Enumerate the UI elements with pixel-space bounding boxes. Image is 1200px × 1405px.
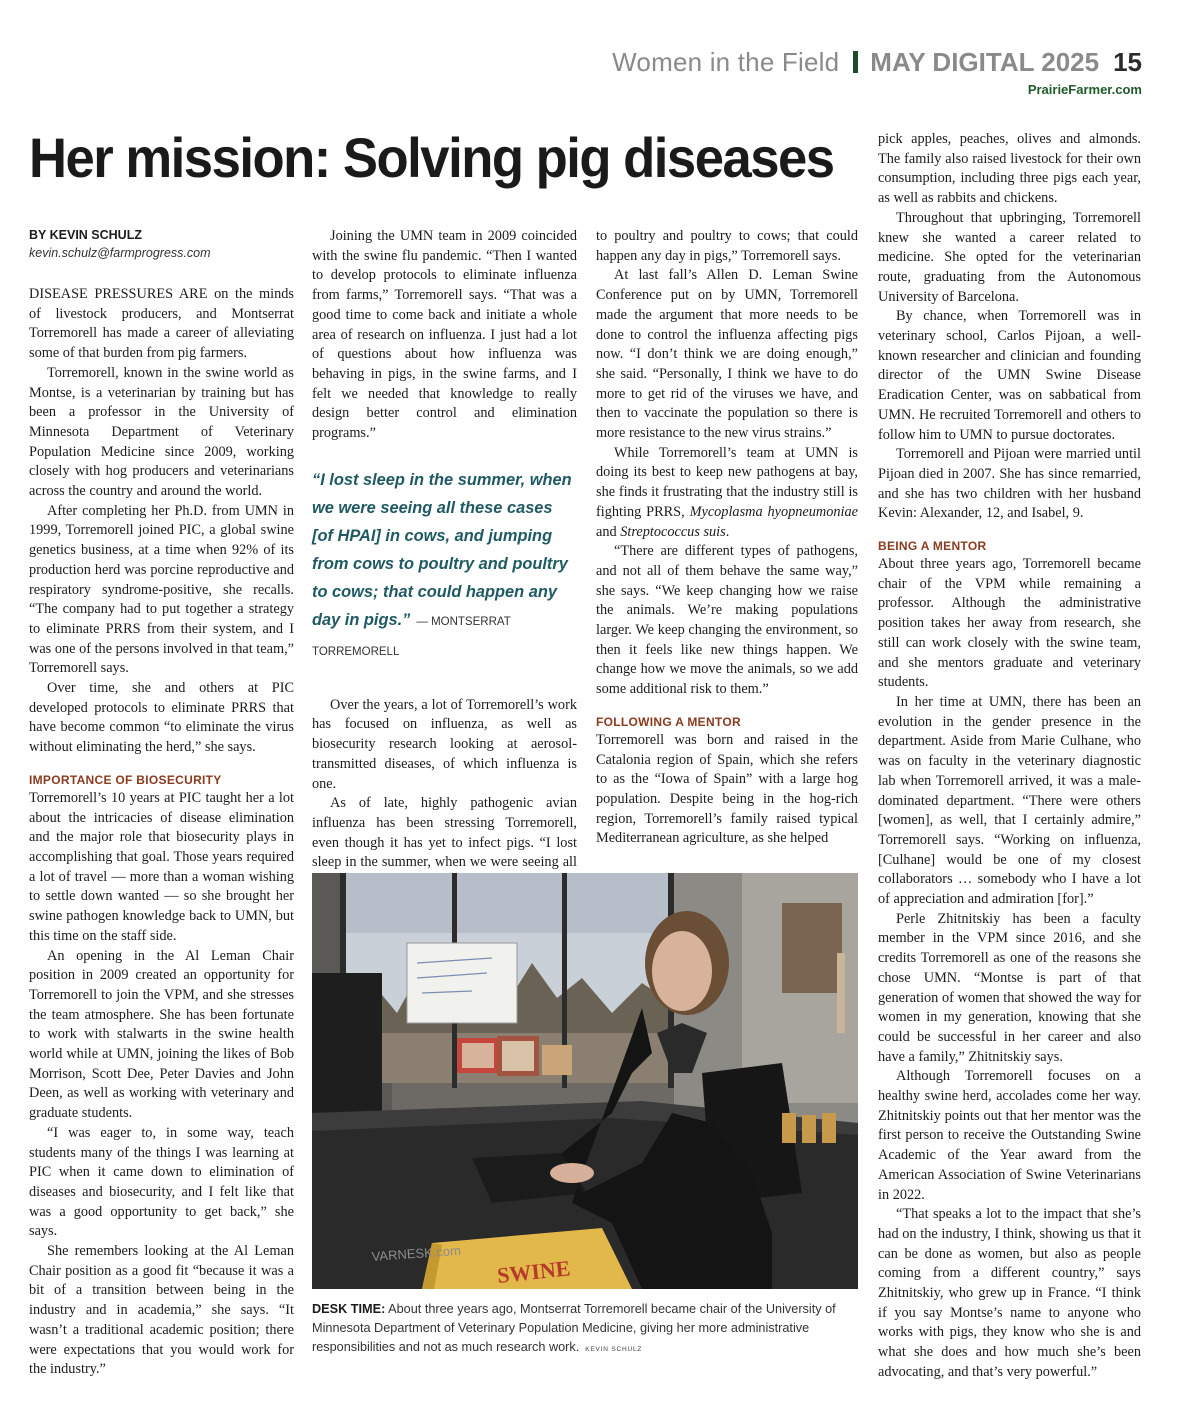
article-column-3 (596, 227, 858, 849)
paragraph: By chance, when Torremorell was in veterinary school, Carlos Pijoan, a well-known researcher and clinician and founding director of the UMN Swine Disease Eradication Center, was on sabbatical from UMN. He recruited Torremorell and others to follow him to UMN to pursue doctorates. (878, 308, 1141, 443)
paragraph: Throughout that upbringing, Torremorell knew she wanted a career related to medicine. She opted for the veterinarian route, graduating from the Autonomous University of Barcelona. (878, 209, 1141, 305)
paragraph: “There are different types of pathogens, and not all of them behave the same way,” she says. “We keep changing how we raise the animals. We’re making populations larger. We keep changing the environment, so then it feels like new things happen. We change how we move the animals, so we add some additional risk to them.” (596, 543, 858, 698)
lead-in: DISEASE PRESSURES ARE (29, 286, 208, 302)
paragraph: At last fall’s Allen D. Leman Swine Conference put on by UMN, Torremorell made the argument that more needs to be done to control the influenza affecting pigs now. “I don’t think we are doing enough,” she said. “Personally, I think we have to do more to get rid of the viruses we have, and then to vaccinate the population so there is more resistance to the new virus strains.” (596, 267, 858, 442)
paragraph: In her time at UMN, there has been an evolution in the gender presence in the department. Aside from Marie Culhane, who was on faculty in the veterinary diagnostic lab when Torremorell arrived, it was a male-dominated department. “There were others [women], as well, that I certainly admire,” Torremorell says. “Working on influenza, [Culhane] would be one of my closest collaborators … somebody who I have a lot of appreciation and admiration [for].” (878, 693, 1141, 908)
subhead-being-mentor: BEING A MENTOR (878, 539, 987, 554)
paragraph: DISEASE PRESSURES ARE on the minds of livestock producers, and Montserrat Torremorell has made a career of alleviating some of that burden from pig farmers. (29, 286, 294, 362)
paragraph: “That speaks a lot to the impact that she’s had on the industry, I think, showing us that it can be done as women, but also as people coming from a different country,” says Zhitnitskiy, who grew up in France. “I think if you say Montse’s name to anyone who works with pigs, they know who she is and what she does and how much she’s been advocating, and that’s very powerful.” (878, 1206, 1141, 1380)
header-line (612, 44, 1142, 80)
byline: BY KEVIN SCHULZ (29, 228, 142, 242)
article-photo (312, 873, 858, 1289)
article-column-2 (312, 227, 577, 893)
paragraph: Over time, she and others at PIC developed protocols to eliminate PRRS that have become common “to eliminate the virus without eliminating the herd,” she says. (29, 680, 294, 756)
paragraph: While Torremorell’s team at UMN is doing its best to keep new pathogens at bay, she finds it frustrating that the industry still is fighting PRRS, Mycoplasma hyopneumoniae and Streptococcus suis. (596, 444, 859, 540)
paragraph: About three years ago, Torremorell became chair of the VPM while remaining a professor. Although the administrative position takes her away from research, she still can work closely with the swine team, and she mentors graduate and veterinary students. (878, 556, 1141, 691)
issue-label: MAY DIGITAL 2025 (870, 47, 1100, 77)
caption-label: DESK TIME: (312, 1302, 386, 1316)
mug-text: VARNESK.com (371, 1242, 462, 1264)
pull-quote-attribution: — MONTSERRAT TORREMORELL (312, 615, 511, 658)
website-link[interactable]: PrairieFarmer.com (1027, 82, 1142, 97)
paragraph: Although Torremorell focuses on a healthy swine herd, accolades come her way. Zhitnitskiy points out that her mentor was the first person to receive the Outstanding Swine Academic of the Year award from the American Association of Swine Veterinarians in 2022. (878, 1068, 1141, 1203)
pull-quote (312, 466, 577, 666)
person-face (652, 931, 712, 1011)
article-column-1 (29, 227, 294, 1380)
page-number: 15 (1113, 47, 1142, 77)
photo-credit: KEVIN SCHULZ (585, 1346, 643, 1353)
photo-caption (312, 1300, 858, 1359)
subhead-following-mentor: FOLLOWING A MENTOR (596, 714, 741, 729)
pull-quote-text: “I lost sleep in the summer, when we were seeing all these cases [of HPAI] in cows, and jumping from cows to poultry and poultry to cows; that could happen any day in pigs.” — MONTSERRAT TORREMORELL (312, 470, 572, 658)
photo-illustration (312, 873, 858, 1289)
paragraph: to poultry and poultry to cows; that could happen any day in pigs,” Torremorell says. (596, 228, 858, 264)
book-title: SWINE (495, 1255, 572, 1288)
article-headline: Her mission: Solving pig diseases (29, 126, 834, 189)
paragraph: Over the years, a lot of Torremorell’s work has focused on influenza, as well as biosecurity research looking at aerosol-transmitted diseases, of which influenza is one. (312, 696, 577, 792)
species-name: Streptococcus suis (620, 523, 726, 540)
paragraph: Torremorell’s 10 years at PIC taught her a lot about the intricacies of disease elimination and the major role that biosecurity plays in accomplishing that goal. Those years required a lot of travel — more than a woman wishing to settle down wanted — so she brought her swine pathogen knowledge back to UMN, but this time on the staff side. (29, 789, 294, 944)
paragraph: “I was eager to, in some way, teach students many of the things I was learning at PIC when it came down to elimination of diseases and biosecurity, and I felt like that was a good opportunity to get back,” she says. (29, 1124, 294, 1240)
author-email[interactable]: kevin.schulz@farmprogress.com (29, 246, 211, 260)
paragraph: pick apples, peaches, olives and almonds. The family also raised livestock for their own consumption, including three pigs each year, as well as rabbits and chickens. (878, 131, 1141, 207)
header-divider (853, 51, 858, 73)
paragraph: An opening in the Al Leman Chair position in 2009 created an opportunity for Torremorell to join the VPM, and she stresses the team atmosphere. She has been fortunate to work with stalwarts in the swine health world while at UMN, joining the likes of Bob Morrison, Scott Dee, Peter Davies and John Deen, as well as working with veterinary and graduate students. (29, 947, 294, 1122)
paragraph: Perle Zhitnitskiy has been a faculty member in the VPM since 2016, and she credits Torremorell as one of the reasons she chose UMN. “Montse is part of that generation of women that showed the way for women in my generation, knowing that she could be successful in her career and also have a family,” Zhitnitskiy says. (878, 910, 1141, 1065)
paragraph: Torremorell was born and raised in the Catalonia region of Spain, which she refers to as the “Iowa of Spain” with a large hog population. Despite being in the hog-rich region, Torremorell’s family raised typical Mediterranean agriculture, as she helped (596, 731, 858, 847)
paragraph: Torremorell, known in the swine world as Montse, is a veterinarian by training but has been a professor in the University of Minnesota Department of Veterinary Population Medicine since 2009, working closely with hog producers and veterinarians across the country and around the world. (29, 364, 294, 500)
species-name: Mycoplasma hyopneumoniae (689, 503, 859, 520)
article-column-4 (878, 130, 1141, 1383)
caption-text: About three years ago, Montserrat Torremorell became chair of the University of Minnesota Department of Veterinary Population Medicine, giving her more administrative responsibilities and not as much research work. (312, 1302, 836, 1354)
subhead-biosecurity: IMPORTANCE OF BIOSECURITY (29, 772, 222, 787)
paragraph: Torremorell and Pijoan were married until Pijoan died in 2007. She has since remarried, and she has two children with her husband Kevin: Alexander, 12, and Isabel, 9. (878, 446, 1141, 522)
whiteboard (407, 943, 517, 1023)
paragraph: After completing her Ph.D. from UMN in 1999, Torremorell joined PIC, a global swine genetics business, at a time when 92% of its production herd was porcine reproductive and respiratory syndrome-positive, she recalls. “The company had to put together a strategy to eliminate PRRS from their system, and I was one of the persons involved in that team,” Torremorell says. (29, 502, 294, 677)
paragraph: Joining the UMN team in 2009 coincided with the swine flu pandemic. “Then I wanted to develop protocols to eliminate influenza from farms,” Torremorell says. “That was a good time to come back and initiate a whole area of research on influenza. I just had a lot of questions about how influenza was behaving in pigs, in the swine farms, and I felt we needed that knowledge to really design better control and elimination programs.” (312, 228, 577, 442)
monitor (312, 973, 382, 1123)
paragraph: She remembers looking at the Al Leman Chair position as a good fit “because it was a bit of a transition between being in the industry and in academia,” she says. “It wasn’t a traditional academic position; there were expectations that you would work for the industry.” (29, 1243, 294, 1378)
page-header (612, 44, 1142, 97)
section-name: Women in the Field (612, 47, 840, 77)
paragraph: As of late, highly pathogenic avian influenza has been stressing Torremorell, even though it has yet to infect pigs. “I lost sleep in the summer, when we were seeing all (312, 795, 577, 871)
